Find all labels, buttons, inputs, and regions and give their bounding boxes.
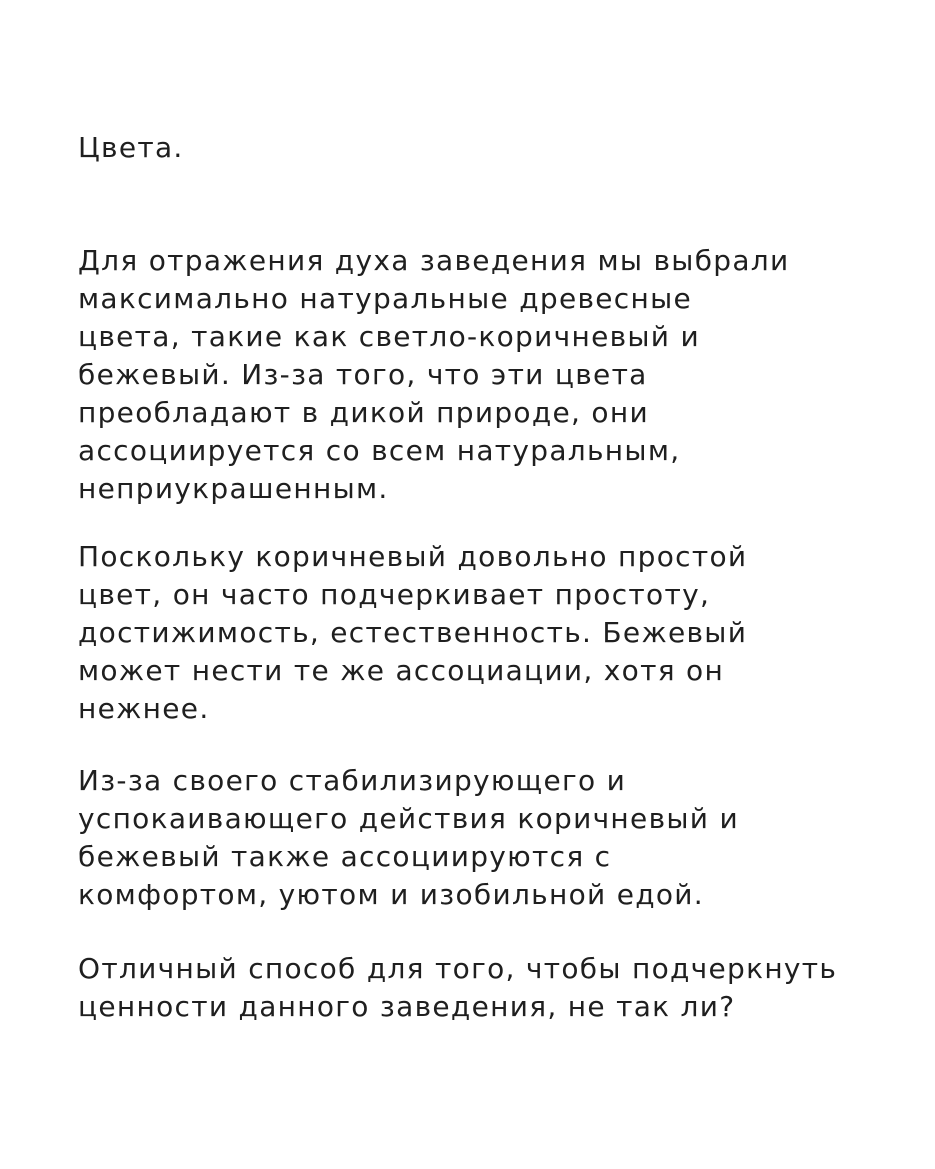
page-title: Цвета. bbox=[78, 131, 184, 164]
paragraph-line: Из-за своего стабилизирующего и bbox=[78, 764, 627, 797]
paragraph-line: бежевый также ассоциируются с bbox=[78, 840, 612, 873]
paragraph-line: неприукрашенным. bbox=[78, 472, 389, 505]
paragraph-line: цвета, такие как светло-коричневый и bbox=[78, 320, 701, 353]
paragraph-line: бежевый. Из-за того, что эти цвета bbox=[78, 358, 648, 391]
paragraph-line: цвет, он часто подчеркивает простоту, bbox=[78, 578, 711, 611]
paragraph-line: может нести те же ассоциации, хотя он bbox=[78, 654, 725, 687]
paragraph-line: комфортом, уютом и изобильной едой. bbox=[78, 878, 705, 911]
paragraph-line: достижимость, естественность. Бежевый bbox=[78, 616, 748, 649]
paragraph-3 bbox=[78, 762, 739, 914]
paragraph-2 bbox=[78, 538, 747, 728]
paragraph-line: Для отражения духа заведения мы выбрали bbox=[78, 244, 790, 277]
paragraph-4 bbox=[78, 950, 837, 1026]
paragraph-line: нежнее. bbox=[78, 692, 210, 725]
paragraph-line: Отличный способ для того, чтобы подчеркнуть bbox=[78, 952, 838, 985]
paragraph-line: успокаивающего действия коричневый и bbox=[78, 802, 739, 835]
paragraph-1 bbox=[78, 242, 790, 508]
paragraph-line: Поскольку коричневый довольно простой bbox=[78, 540, 748, 573]
paragraph-line: преобладают в дикой природе, они bbox=[78, 396, 649, 429]
paragraph-line: ценности данного заведения, не так ли? bbox=[78, 990, 736, 1023]
paragraph-line: максимально натуральные древесные bbox=[78, 282, 693, 315]
paragraph-line: ассоциируется со всем натуральным, bbox=[78, 434, 681, 467]
